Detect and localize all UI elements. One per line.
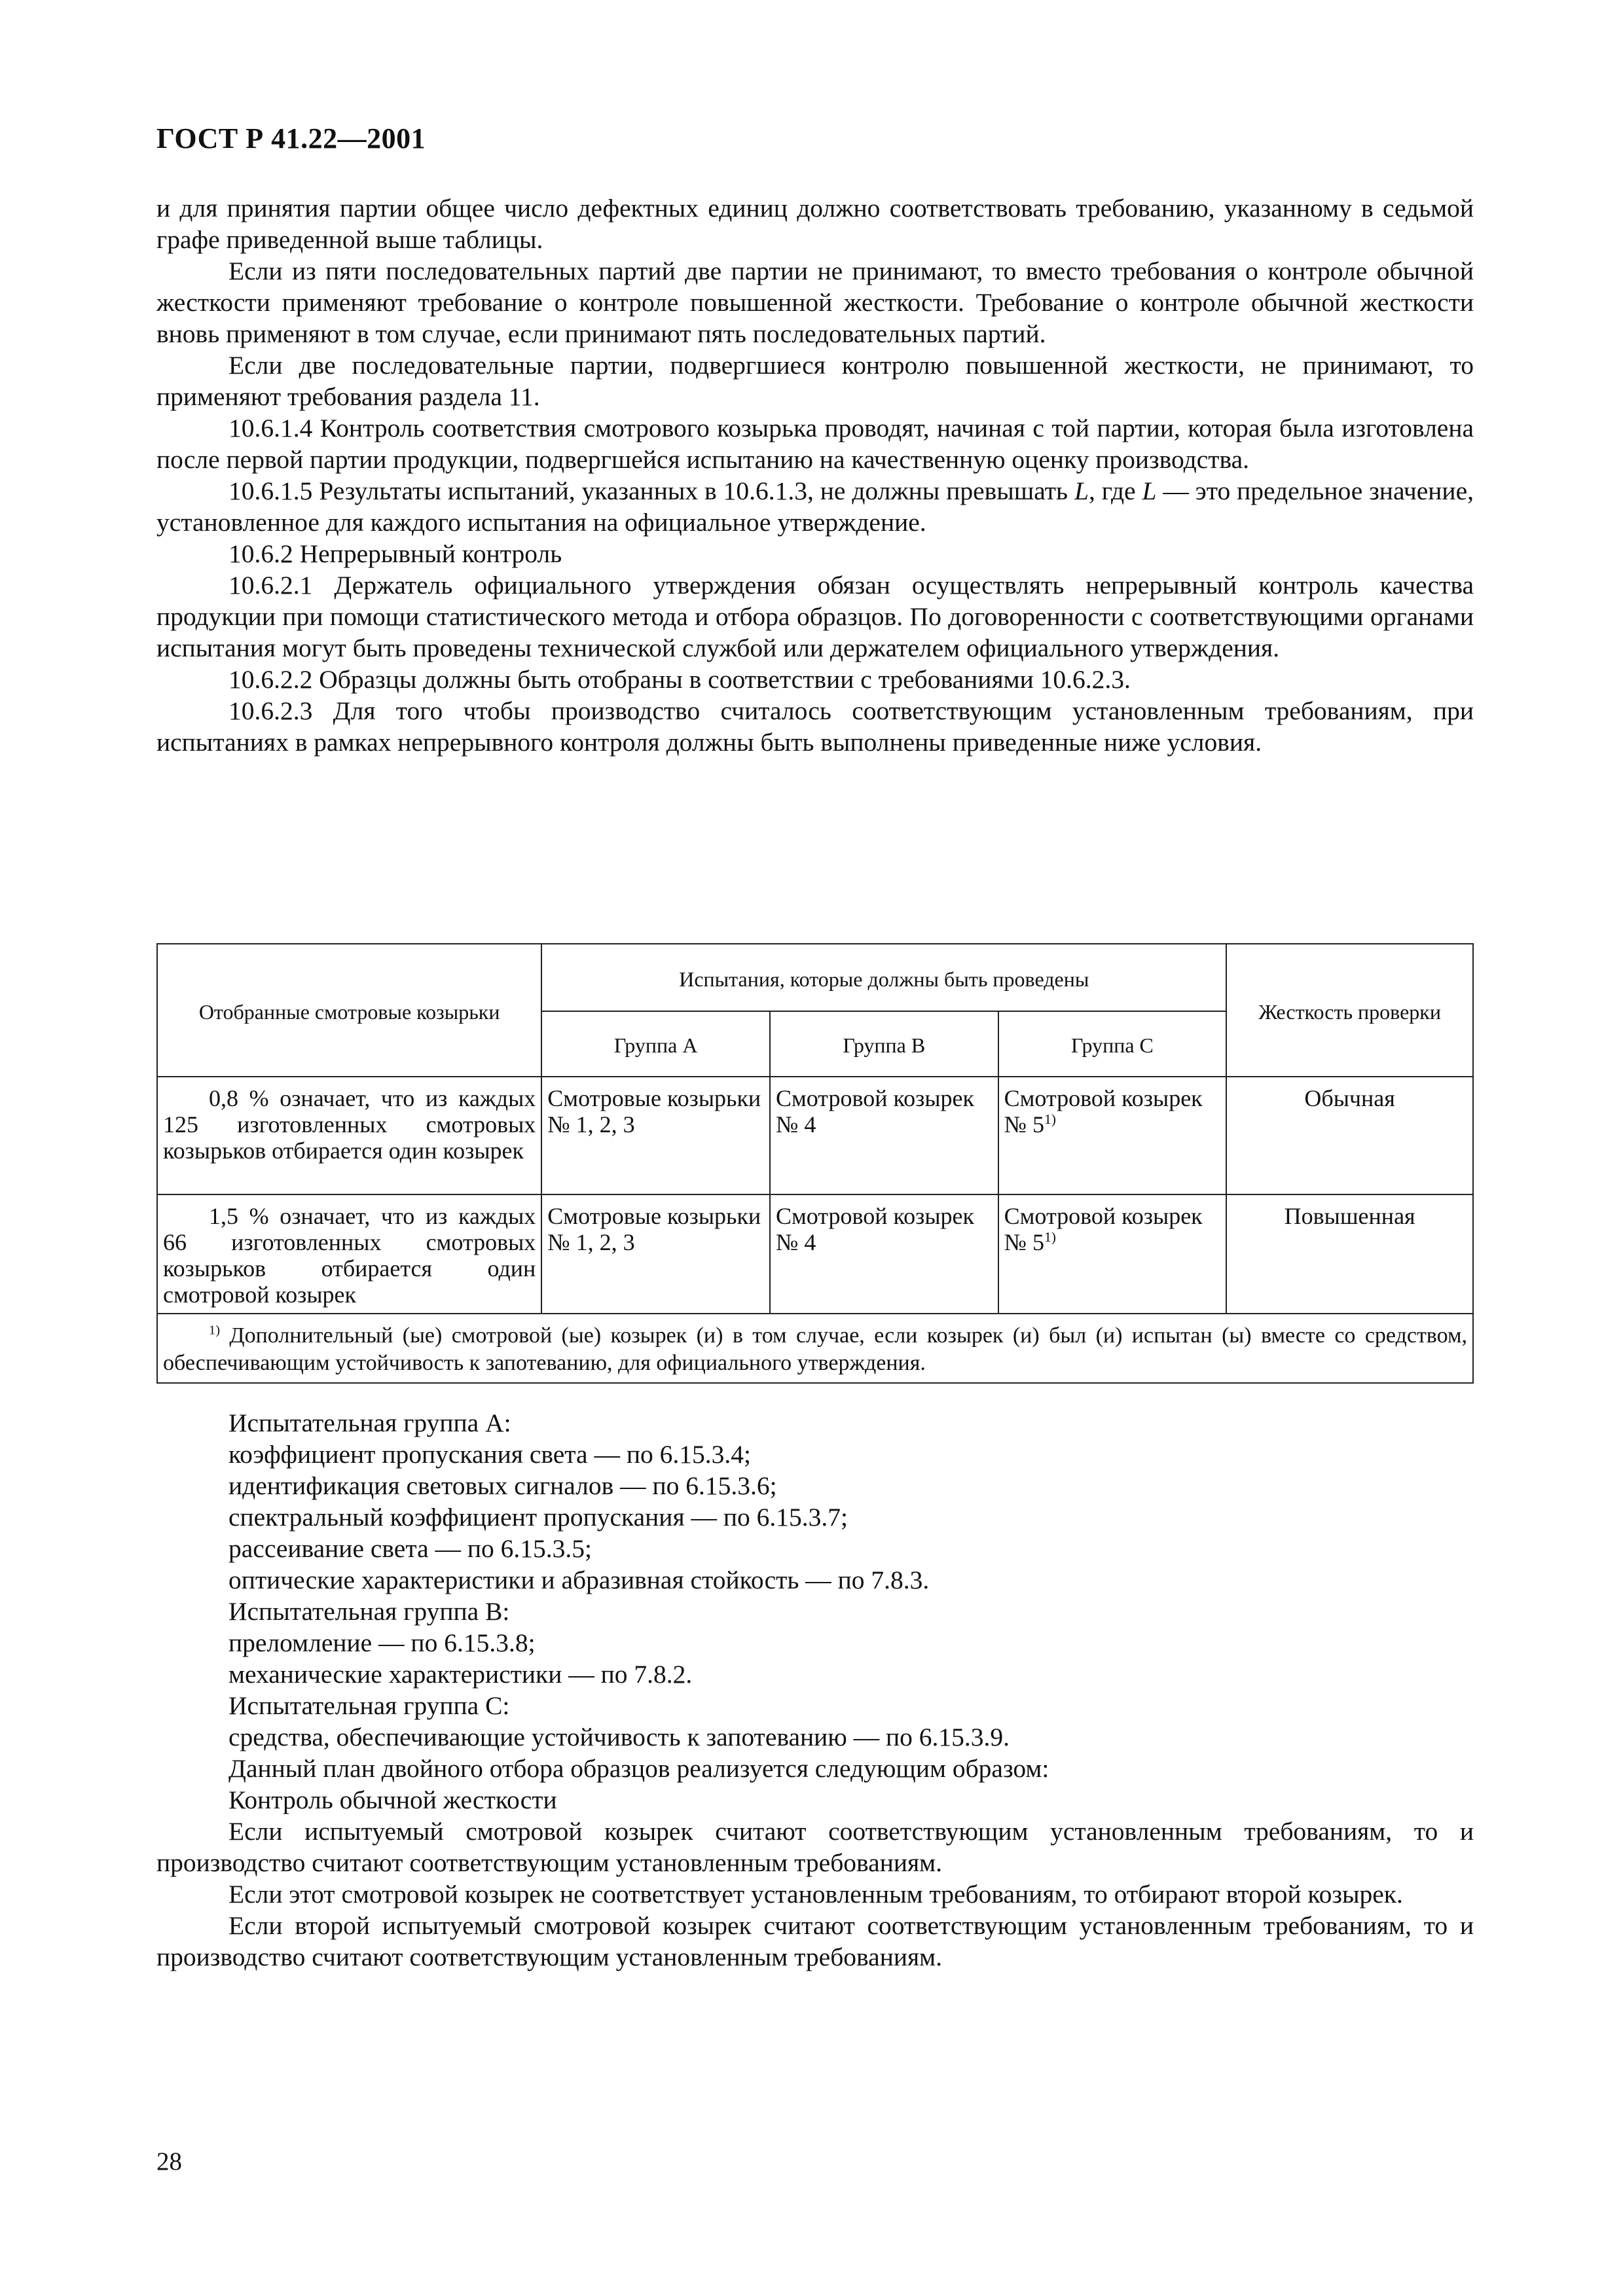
header-severity: Жесткость проверки: [1226, 944, 1473, 1077]
paragraph-part: 10.6.1.5 Результаты испытаний, указанных в 10.6.1.3, не должны превышать: [228, 476, 1074, 505]
cell-severity: Обычная: [1226, 1077, 1473, 1194]
variable-L: L: [1074, 476, 1089, 505]
paragraph: и для принятия партии общее число дефектных единиц должно соответствовать требованию, указанному в седьмой графе приведенной выше таблицы.: [156, 194, 1474, 254]
cell-selected: 0,8 % означает, что из каждых 125 изготовленных смотровых козырьков отбирается один козырек: [157, 1077, 541, 1194]
table-row: [157, 1194, 1473, 1314]
paragraph: Если из пяти последовательных партий две партии не принимают, то вместо требования о контроле обычной жесткости применяют требование о контроле повышенной жесткости. Требование о контроле обычной жесткости вновь применяют в том случае, если принимают пять последовательных партий.: [156, 257, 1474, 348]
header-tests: Испытания, которые должны быть проведены: [541, 944, 1226, 1011]
paragraph: [156, 475, 1474, 538]
header-group-b: Группа В: [770, 1011, 998, 1077]
list-line: спектральный коэффициент пропускания — по 6.15.3.7;: [228, 1503, 848, 1532]
table-header-row: [157, 944, 1473, 1011]
cell-group-a: Смотровые козырьки № 1, 2, 3: [541, 1077, 770, 1194]
footnote-ref: 1): [1044, 1229, 1056, 1245]
list-line: Контроль обычной жесткости: [228, 1785, 557, 1814]
cell-group-b: Смотровой козырек № 4: [770, 1194, 998, 1314]
paragraph: 10.6.2.3 Для того чтобы производство считалось соответствующим установленным требованиям, при испытаниях в рамках непрерывного контроля должны быть выполнены приведенные ниже условия.: [156, 696, 1474, 757]
page-number: 28: [156, 2147, 182, 2176]
table-row: [157, 1077, 1473, 1194]
paragraph: Если второй испытуемый смотровой козырек считают соответствующим установленным требованиям, то и производство считают соответствующим установленным требованиям.: [156, 1911, 1474, 1971]
variable-L: L: [1142, 476, 1157, 505]
list-line: оптические характеристики и абразивная стойкость — по 7.8.3.: [228, 1566, 930, 1594]
list-line: средства, обеспечивающие устойчивость к запотеванию — по 6.15.3.9.: [228, 1723, 1010, 1751]
paragraph: 10.6.2.1 Держатель официального утверждения обязан осуществлять непрерывный контроль качества продукции при помощи статистического метода и отбора образцов. По договоренности с соответствующими органами испытания могут быть проведены технической службой или держателем официального утверждения.: [156, 571, 1474, 662]
paragraph: 10.6.1.4 Контроль соответствия смотрового козырька проводят, начиная с той партии, которая была изготовлена после первой партии продукции, подвергшейся испытанию на качественную оценку производства.: [156, 414, 1474, 474]
standard-header: ГОСТ Р 41.22—2001: [156, 122, 426, 154]
header-group-a: Группа А: [541, 1011, 770, 1077]
list-line: рассеивание света — по 6.15.3.5;: [228, 1534, 592, 1563]
header-group-c: Группа С: [998, 1011, 1227, 1077]
paragraph: 10.6.2.2 Образцы должны быть отобраны в соответствии с требованиями 10.6.2.3.: [228, 665, 1131, 694]
table-footnote-row: [157, 1314, 1473, 1383]
section-heading: 10.6.2 Непрерывный контроль: [228, 539, 562, 568]
cell-group-c: Смотровой козырек № 5$^{1)}$: [998, 1194, 1227, 1314]
footnote-mark: 1): [209, 1323, 220, 1338]
list-line: Испытательная группа С:: [228, 1691, 510, 1720]
list-line: Данный план двойного отбора образцов реализуется следующим образом:: [228, 1754, 1049, 1783]
paragraph: Если этот смотровой козырек не соответствует установленным требованиям, то отбирают второй козырек.: [228, 1880, 1403, 1909]
cell-group-b: Смотровой козырек № 4: [770, 1077, 998, 1194]
list-line: преломление — по 6.15.3.8;: [228, 1628, 536, 1657]
list-line: механические характеристики — по 7.8.2.: [228, 1660, 693, 1689]
paragraph: Если две последовательные партии, подвергшиеся контролю повышенной жесткости, не принимают, то применяют требования раздела 11.: [156, 351, 1474, 411]
list-line: Испытательная группа А:: [228, 1408, 511, 1437]
list-line: идентификация световых сигналов — по 6.15.3.6;: [228, 1471, 777, 1500]
body-text-bottom: [156, 1407, 1474, 1973]
sampling-table: [156, 943, 1474, 1384]
paragraph: Если испытуемый смотровой козырек считают соответствующим установленным требованиям, то и производство считают соответствующим установленным требованиям.: [156, 1817, 1474, 1877]
cell-selected: 1,5 % означает, что из каждых 66 изготовленных смотровых козырьков отбирается один смотровой козырек: [157, 1194, 541, 1314]
list-line: Испытательная группа В:: [228, 1597, 510, 1626]
cell-severity: Повышенная: [1226, 1194, 1473, 1314]
cell-group-c: Смотровой козырек № 5$^{1)}$: [998, 1077, 1227, 1194]
footnote-ref: 1): [1044, 1111, 1056, 1127]
paragraph-part: , где: [1088, 476, 1142, 505]
header-selected: Отобранные смотровые козырьки: [157, 944, 541, 1077]
cell-group-a: Смотровые козырьки № 1, 2, 3: [541, 1194, 770, 1314]
body-text-top: [156, 192, 1474, 758]
paragraph-part: — это предельное значение, установленное для каждого испытания на официальное утверждение.: [156, 476, 1474, 537]
table-footnote: $^{1)}$ Дополнительный (ые) смотровой (ые) козырек (и) в том случае, если козырек (и) был (и) испытан (ы) вместе со средством, обеспечивающим устойчивость к запотеванию, для официального утверждения.: [157, 1314, 1473, 1383]
list-line: коэффициент пропускания света — по 6.15.3.4;: [228, 1440, 751, 1469]
